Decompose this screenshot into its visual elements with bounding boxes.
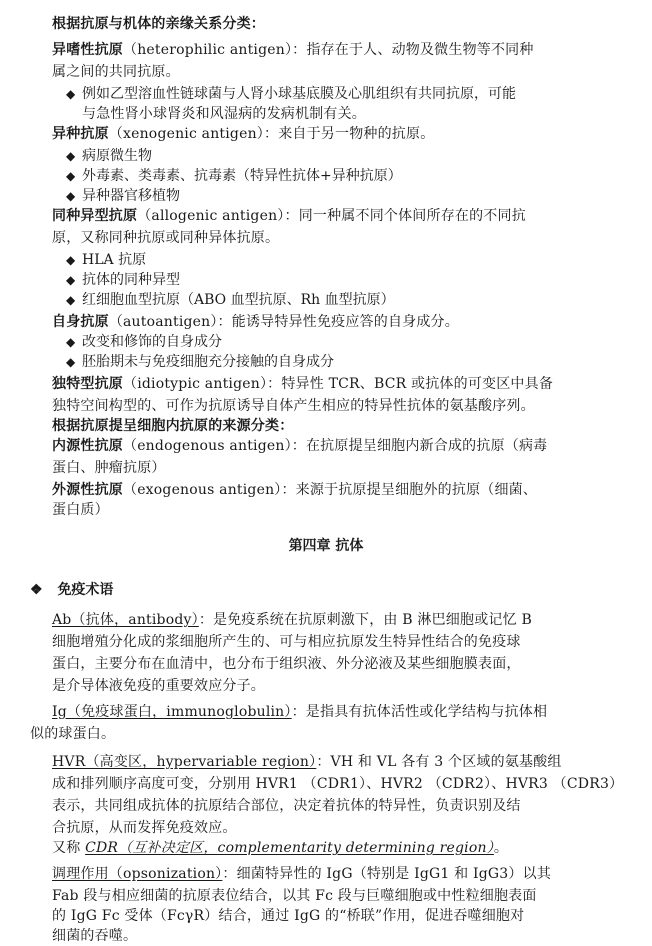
hetero-example-cont: 与急性肾小球肾炎和风湿病的发病机制有关。 (82, 106, 366, 122)
list-item: ◆ 抗体的同种异型 (66, 272, 180, 288)
ig-text: 似的球蛋白。 (30, 726, 116, 742)
ab-text: 是介导体液免疫的重要效应分子。 (52, 678, 265, 694)
diamond-bullet-icon: ◆ (66, 87, 76, 101)
chapter-title: 第四章 抗体 (288, 538, 364, 554)
allo-definition: 同种异型抗原（allogenic antigen）：同一种属不同个体间所存在的不同抗 (52, 208, 526, 224)
term-allogenic-antigen: 同种异型抗原 (52, 208, 138, 224)
allo-def-cont: 原，又称同种抗原或同种异体抗原。 (52, 230, 280, 246)
diamond-bullet-icon: ◆ (66, 335, 76, 349)
hvr-text: 合抗原，从而发挥免疫效应。 (52, 820, 237, 836)
term-ig: Ig（免疫球蛋白，immunoglobulin）：是指具有抗体活性或化学结构与抗体相 (52, 704, 548, 720)
diamond-bullet-icon: ◆ (66, 253, 76, 267)
hvr-text: 表示，共同组成抗体的抗原结合部位，决定着抗体的特异性，负责识别及结 (52, 798, 521, 814)
term-exogenous-antigen: 外源性抗原 (52, 482, 123, 498)
heading-apc-source-classification: 根据抗原提呈细胞内抗原的来源分类： (52, 418, 294, 434)
cdr-line: 又称 CDR（互补决定区，complementarity determining region）。 (52, 840, 509, 856)
list-item: ◆ 外毒素、类毒素、抗毒素（特异性抗体+异种抗原） (66, 168, 402, 184)
hvr-label: HVR（高变区，hypervariable region） (52, 754, 317, 770)
section-heading (30, 580, 113, 600)
idio-definition: 独特型抗原（idiotypic antigen）：特异性 TCR、BCR 或抗体的可变区中具备 (52, 376, 554, 392)
list-item: ◆ HLA 抗原 (66, 252, 147, 268)
exo-def-cont: 蛋白质） (52, 502, 109, 518)
auto-definition: 自身抗原（autoantigen）：能诱导特异性免疫应答的自身成分。 (52, 314, 459, 330)
ab-text: 蛋白，主要分布在血清中，也分布于组织液、外分泌液及某些细胞膜表面， (52, 656, 521, 672)
list-item: ◆ 异种器官移植物 (66, 188, 180, 204)
idio-def-cont: 独特空间构型的、可作为抗原诱导自体产生相应的特异性抗体的氨基酸序列。 (52, 398, 535, 414)
endo-definition: 内源性抗原（endogenous antigen）：在抗原提呈细胞内新合成的抗原（病毒 (52, 438, 548, 454)
hetero-def-text: （heterophilic antigen）：指存在于人、动物及微生物等不同种 (123, 42, 534, 58)
ops-text: 细菌的吞噬。 (52, 928, 138, 944)
list-item: ◆ 红细胞血型抗原（ABO 血型抗原、Rh 血型抗原） (66, 292, 395, 308)
four-diamond-bullet-icon: ❖ (30, 582, 43, 598)
ab-label: Ab（抗体，antibody） (52, 612, 199, 628)
list-item: ◆ 胚胎期未与免疫细胞充分接触的自身成分 (66, 354, 334, 370)
xeno-definition: 异种抗原（xenogenic antigen）：来自于另一物种的抗原。 (52, 126, 435, 142)
ops-text: Fab 段与相应细菌的抗原表位结合，以其 Fc 段与巨噬细胞或中性粒细胞表面 (52, 888, 537, 904)
term-xenogenic-antigen: 异种抗原 (52, 126, 109, 142)
hetero-def-cont: 属之间的共同抗原。 (52, 64, 180, 80)
diamond-bullet-icon: ◆ (66, 293, 76, 307)
term-autoantigen: 自身抗原 (52, 314, 109, 330)
term-heterophilic-antigen: 异嗜性抗原 (52, 42, 123, 58)
heading-kinship-classification: 根据抗原与机体的亲缘关系分类： (52, 16, 265, 32)
diamond-bullet-icon: ◆ (66, 273, 76, 287)
list-item: ◆ 病原微生物 (66, 148, 152, 164)
term-ab: Ab（抗体，antibody）：是免疫系统在抗原刺激下，由 B 淋巴细胞或记忆 B (52, 612, 532, 628)
exo-definition: 外源性抗原（exogenous antigen）：来源于抗原提呈细胞外的抗原（细菌、 (52, 482, 538, 498)
term-opsonization: 调理作用（opsonization）：细菌特异性的 IgG（特别是 IgG1 和 IgG3）以其 (52, 866, 552, 882)
opsonization-label: 调理作用（opsonization） (52, 866, 223, 882)
term-endogenous-antigen: 内源性抗原 (52, 438, 123, 454)
list-item: ◆ 例如乙型溶血性链球菌与人肾小球基底膜及心肌组织有共同抗原，可能 (66, 86, 516, 102)
list-item: ◆ 改变和修饰的自身成分 (66, 334, 222, 350)
term-hvr: HVR（高变区，hypervariable region）：VH 和 VL 各有 3 个区域的氨基酸组 (52, 754, 562, 770)
diamond-bullet-icon: ◆ (66, 149, 76, 163)
diamond-bullet-icon: ◆ (66, 189, 76, 203)
ig-label: Ig（免疫球蛋白，immunoglobulin） (52, 704, 292, 720)
cdr-label: CDR（互补决定区，complementarity determining region） (85, 840, 494, 856)
endo-def-cont: 蛋白、肿瘤抗原） (52, 460, 166, 476)
term-idiotypic-antigen: 独特型抗原 (52, 376, 123, 392)
ops-text: 的 IgG Fc 受体（FcγR）结合，通过 IgG 的“桥联”作用，促进吞噬细胞对 (52, 908, 525, 924)
diamond-bullet-icon: ◆ (66, 169, 76, 183)
hvr-text: 成和排列顺序高度可变，分别用 HVR1 （CDR1）、HVR2 （CDR2）、HVR3 （CDR3） (52, 776, 624, 792)
ab-text: 细胞增殖分化成的浆细胞所产生的、可与相应抗原发生特异性结合的免疫球 (52, 634, 521, 650)
section-title: 免疫术语 (57, 582, 114, 598)
hetero-definition (52, 40, 534, 60)
diamond-bullet-icon: ◆ (66, 355, 76, 369)
